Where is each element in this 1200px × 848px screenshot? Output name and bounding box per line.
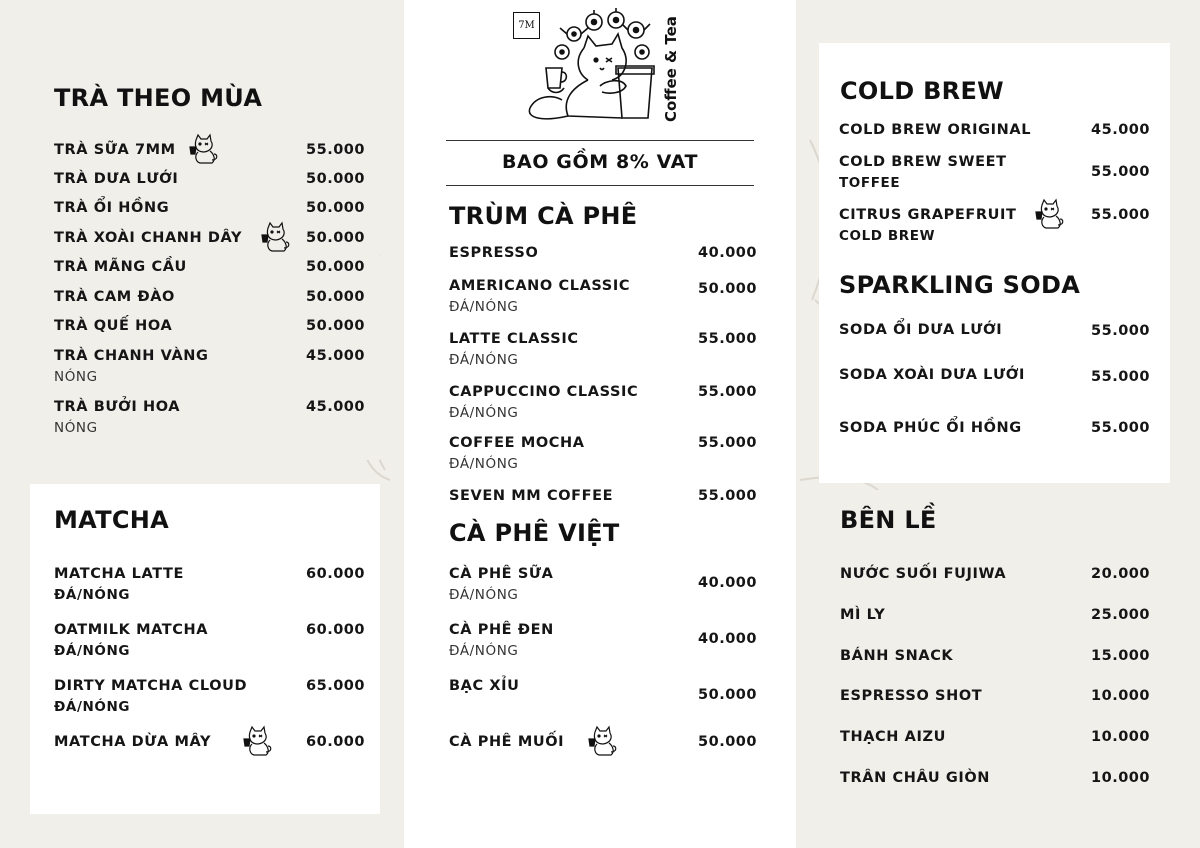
- item-name: NƯỚC SUỐI FUJIWA: [840, 566, 1007, 582]
- item-price: 40.000: [698, 575, 757, 591]
- trum-ca-phe-item: [449, 382, 638, 423]
- tra-theo-mua-item: [54, 346, 209, 387]
- trum-ca-phe-item: [449, 486, 613, 507]
- item-subtitle: ĐÁ/NÓNG: [449, 456, 519, 472]
- item-name: CAPPUCCINO CLASSIC: [449, 384, 639, 400]
- item-price: 25.000: [1091, 607, 1150, 623]
- cat-coffee-icon: [585, 724, 619, 763]
- item-name: COFFEE MOCHA: [449, 435, 585, 451]
- item-price: 20.000: [1091, 566, 1150, 582]
- matcha-item: [54, 620, 208, 661]
- item-price: 50.000: [306, 171, 365, 187]
- item-price: 15.000: [1091, 648, 1150, 664]
- item-price: 45.000: [1091, 122, 1150, 138]
- item-subtitle: ĐÁ/NÓNG: [449, 352, 519, 368]
- item-price: 55.000: [1091, 369, 1150, 385]
- tra-theo-mua-item: [54, 397, 180, 438]
- item-name: TRÀ ỔI HỒNG: [54, 200, 170, 216]
- ca-phe-viet-heading: CÀ PHÊ VIỆT: [449, 519, 620, 547]
- item-subtitle: ĐÁ/NÓNG: [54, 643, 131, 659]
- item-subtitle: ĐÁ/NÓNG: [449, 643, 519, 659]
- trum-ca-phe-item: [449, 329, 579, 370]
- item-price: 10.000: [1091, 688, 1150, 704]
- trum-ca-phe-item: [449, 276, 630, 317]
- item-name: CÀ PHÊ SỮA: [449, 566, 554, 582]
- item-name: SODA ỔI DƯA LƯỚI: [839, 322, 1003, 338]
- trum-ca-phe-item: [449, 243, 538, 264]
- item-name: LATTE CLASSIC: [449, 331, 579, 347]
- item-name: ESPRESSO SHOT: [840, 688, 983, 704]
- ben-le-item: [840, 768, 990, 789]
- item-name: ESPRESSO: [449, 245, 539, 261]
- item-subtitle: ĐÁ/NÓNG: [449, 587, 519, 603]
- item-price: 55.000: [1091, 164, 1150, 180]
- item-name: TRÀ CAM ĐÀO: [54, 289, 175, 305]
- ben-le-item: [840, 646, 953, 667]
- item-price: 60.000: [306, 734, 365, 750]
- tra-theo-mua-item: [54, 169, 178, 190]
- brand-tagline: Coffee & Tea: [662, 16, 680, 122]
- item-subtitle: TOFFEE: [839, 175, 901, 191]
- cat-mascot-logo-icon: [522, 8, 662, 133]
- item-name: MATCHA LATTE: [54, 566, 185, 582]
- item-price: 40.000: [698, 245, 757, 261]
- ben-le-item: [840, 686, 982, 707]
- tra-theo-mua-item: [54, 140, 176, 161]
- item-name: MATCHA DỪA MÂY: [54, 734, 212, 750]
- item-subtitle: ĐÁ/NÓNG: [54, 699, 131, 715]
- item-price: 50.000: [698, 687, 757, 703]
- cat-coffee-icon: [258, 220, 292, 259]
- cat-coffee-icon: [1032, 197, 1066, 236]
- item-price: 60.000: [306, 566, 365, 582]
- matcha-item: [54, 732, 211, 753]
- tra-theo-mua-item: [54, 316, 172, 337]
- item-subtitle: ĐÁ/NÓNG: [449, 405, 519, 421]
- item-name: COLD BREW SWEET: [839, 154, 1007, 170]
- matcha-item: [54, 676, 247, 717]
- tra-theo-mua-heading: TRÀ THEO MÙA: [54, 84, 263, 112]
- item-price: 45.000: [306, 399, 365, 415]
- item-price: 60.000: [306, 622, 365, 638]
- item-price: 40.000: [698, 631, 757, 647]
- item-price: 55.000: [698, 488, 757, 504]
- item-price: 10.000: [1091, 770, 1150, 786]
- item-name: CITRUS GRAPEFRUIT: [839, 207, 1017, 223]
- item-name: TRÀ CHANH VÀNG: [54, 348, 209, 364]
- item-name: SEVEN MM COFFEE: [449, 488, 614, 504]
- item-price: 50.000: [306, 200, 365, 216]
- sparkling-soda-item: [839, 418, 1022, 439]
- item-name: TRÂN CHÂU GIÒN: [840, 770, 990, 786]
- item-subtitle: NÓNG: [54, 420, 98, 436]
- item-name: DIRTY MATCHA CLOUD: [54, 678, 248, 694]
- cold-brew-item: [839, 152, 1007, 193]
- item-price: 65.000: [306, 678, 365, 694]
- item-price: 55.000: [698, 384, 757, 400]
- item-price: 55.000: [1091, 420, 1150, 436]
- item-price: 50.000: [698, 734, 757, 750]
- sparkling-soda-heading: SPARKLING SODA: [839, 271, 1081, 299]
- item-price: 55.000: [698, 435, 757, 451]
- item-name: TRÀ XOÀI CHANH DÂY: [54, 230, 243, 246]
- item-name: TRÀ BƯỞI HOA: [54, 399, 181, 415]
- item-price: 50.000: [306, 318, 365, 334]
- item-price: 55.000: [1091, 207, 1150, 223]
- tra-theo-mua-item: [54, 257, 187, 278]
- ca-phe-viet-item: [449, 732, 564, 753]
- item-subtitle: ĐÁ/NÓNG: [54, 587, 131, 603]
- vat-divider-bottom: [446, 185, 754, 186]
- item-price: 50.000: [306, 230, 365, 246]
- item-name: TRÀ SỮA 7MM: [54, 142, 176, 158]
- cat-coffee-icon: [186, 132, 220, 171]
- trum-ca-phe-heading: TRÙM CÀ PHÊ: [449, 202, 638, 230]
- ca-phe-viet-item: [449, 564, 553, 605]
- trum-ca-phe-item: [449, 433, 585, 474]
- item-name: THẠCH AIZU: [840, 729, 946, 745]
- item-subtitle: ĐÁ/NÓNG: [449, 299, 519, 315]
- item-name: OATMILK MATCHA: [54, 622, 209, 638]
- tra-theo-mua-item: [54, 198, 169, 219]
- item-name: SODA PHÚC ỔI HỒNG: [839, 420, 1022, 436]
- sparkling-soda-item: [839, 365, 1025, 386]
- item-name: TRÀ DƯA LƯỚI: [54, 171, 179, 187]
- cat-coffee-icon: [240, 724, 274, 763]
- tra-theo-mua-item: [54, 228, 242, 249]
- item-name: COLD BREW ORIGINAL: [839, 122, 1032, 138]
- item-price: 10.000: [1091, 729, 1150, 745]
- item-price: 55.000: [306, 142, 365, 158]
- item-price: 45.000: [306, 348, 365, 364]
- item-name: BÁNH SNACK: [840, 648, 954, 664]
- matcha-item: [54, 564, 184, 605]
- vat-divider-top: [446, 140, 754, 141]
- item-price: 50.000: [306, 289, 365, 305]
- brand-logo-mark: 7M: [513, 12, 540, 39]
- ca-phe-viet-item: [449, 676, 520, 697]
- cold-brew-item: [839, 120, 1031, 141]
- item-name: TRÀ MÃNG CẦU: [54, 259, 187, 275]
- item-price: 55.000: [1091, 323, 1150, 339]
- ben-le-item: [840, 727, 946, 748]
- ben-le-item: [840, 605, 885, 626]
- item-price: 55.000: [698, 331, 757, 347]
- item-name: TRÀ QUẾ HOA: [54, 318, 173, 334]
- cold-brew-item: [839, 205, 1017, 246]
- vat-note: BAO GỒM 8% VAT: [501, 151, 699, 173]
- cold-brew-heading: COLD BREW: [840, 77, 1004, 105]
- item-name: CÀ PHÊ ĐEN: [449, 622, 554, 638]
- item-price: 50.000: [698, 281, 757, 297]
- item-name: AMERICANO CLASSIC: [449, 278, 631, 294]
- item-price: 50.000: [306, 259, 365, 275]
- ca-phe-viet-item: [449, 620, 554, 661]
- item-name: SODA XOÀI DƯA LƯỚI: [839, 367, 1025, 383]
- cold-brew-panel: [819, 43, 1170, 483]
- item-name: CÀ PHÊ MUỐI: [449, 734, 565, 750]
- ben-le-heading: BÊN LỀ: [840, 506, 937, 534]
- tra-theo-mua-item: [54, 287, 175, 308]
- item-name: BẠC XỈU: [449, 678, 520, 694]
- item-name: MÌ LY: [840, 607, 886, 623]
- sparkling-soda-item: [839, 320, 1002, 341]
- ben-le-item: [840, 564, 1006, 585]
- item-subtitle: NÓNG: [54, 369, 98, 385]
- matcha-heading: MATCHA: [54, 506, 170, 534]
- item-subtitle: COLD BREW: [839, 228, 936, 244]
